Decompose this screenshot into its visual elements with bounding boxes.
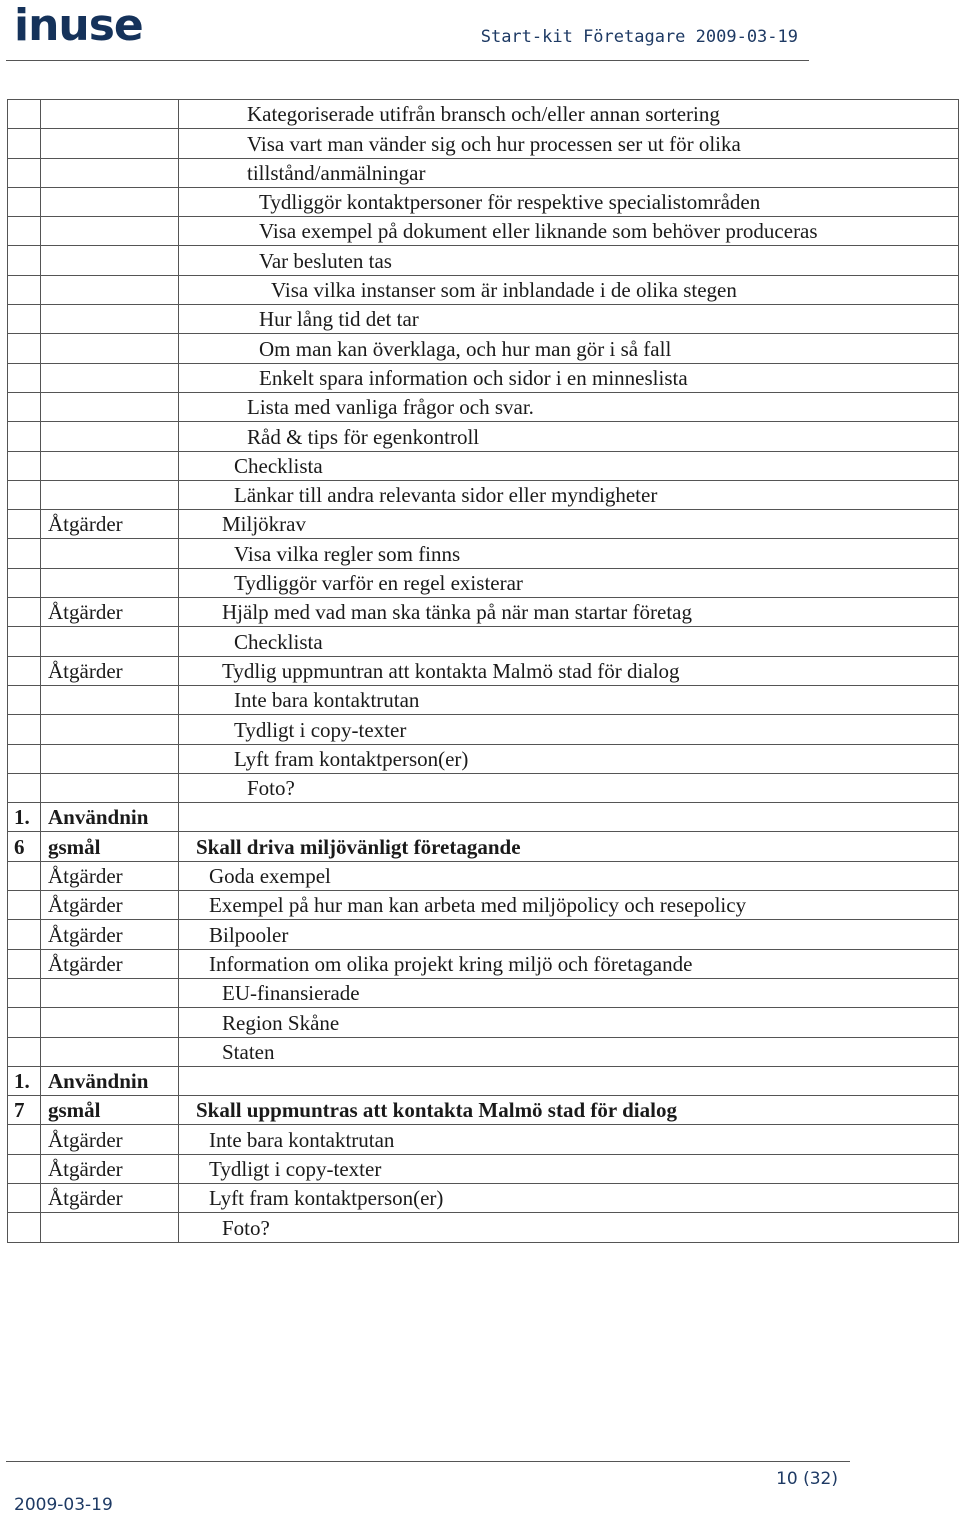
row-text: Tydlig uppmuntran att kontakta Malmö stad för dialog xyxy=(179,656,959,685)
table-row xyxy=(8,158,959,187)
table-row xyxy=(8,422,959,451)
footer-divider xyxy=(6,1461,850,1462)
table-row xyxy=(8,978,959,1007)
section-label: gsmål xyxy=(41,832,179,861)
row-label: Åtgärder xyxy=(41,598,179,627)
row-text: Lyft fram kontaktperson(er) xyxy=(179,744,959,773)
table-row xyxy=(8,305,959,334)
row-text: Visa exempel på dokument eller liknande som behöver produceras xyxy=(179,217,959,246)
row-text: Checklista xyxy=(179,627,959,656)
section-title: Skall uppmuntras att kontakta Malmö stad för dialog xyxy=(179,1096,959,1125)
footer-date: 2009-03-19 xyxy=(14,1495,113,1515)
table-row xyxy=(8,773,959,802)
table-row xyxy=(8,685,959,714)
row-text: Miljökrav xyxy=(179,510,959,539)
table-row xyxy=(8,1213,959,1242)
table-row xyxy=(8,744,959,773)
table-row xyxy=(8,187,959,216)
row-text: Visa vilka regler som finns xyxy=(179,539,959,568)
row-text: Hur lång tid det tar xyxy=(179,305,959,334)
table-row xyxy=(8,1037,959,1066)
page-number: 10 (32) xyxy=(776,1469,838,1489)
table-row xyxy=(8,129,959,158)
table-row xyxy=(8,598,959,627)
table-row xyxy=(8,217,959,246)
table-row xyxy=(8,363,959,392)
section-heading-row xyxy=(8,832,959,861)
row-text: Hjälp med vad man ska tänka på när man startar företag xyxy=(179,598,959,627)
section-number: 6 xyxy=(8,832,41,861)
table-row xyxy=(8,1183,959,1212)
row-label: Åtgärder xyxy=(41,891,179,920)
table-row xyxy=(8,861,959,890)
table-row xyxy=(8,451,959,480)
row-text: Tydligt i copy-texter xyxy=(179,1154,959,1183)
row-text: Kategoriserade utifrån bransch och/eller annan sortering xyxy=(179,100,959,129)
table-row xyxy=(8,275,959,304)
row-text: Tydliggör kontaktpersoner för respektive specialistområden xyxy=(179,187,959,216)
document-title: Start-kit Företagare 2009-03-19 xyxy=(480,27,798,47)
row-text: Region Skåne xyxy=(179,1008,959,1037)
row-label: Åtgärder xyxy=(41,949,179,978)
row-label: Åtgärder xyxy=(41,510,179,539)
table-row xyxy=(8,568,959,597)
row-label: Åtgärder xyxy=(41,1154,179,1183)
section-heading-row xyxy=(8,803,959,832)
row-text: Staten xyxy=(179,1037,959,1066)
row-text: Foto? xyxy=(179,1213,959,1242)
row-text: Lyft fram kontaktperson(er) xyxy=(179,1183,959,1212)
table-row xyxy=(8,539,959,568)
table-row xyxy=(8,246,959,275)
row-label: Åtgärder xyxy=(41,1125,179,1154)
section-label: gsmål xyxy=(41,1096,179,1125)
table-row xyxy=(8,392,959,421)
table-row xyxy=(8,656,959,685)
header-divider xyxy=(6,60,809,61)
section-label: Användnin xyxy=(41,1066,179,1095)
row-text: Checklista xyxy=(179,451,959,480)
table-row xyxy=(8,627,959,656)
row-label: Åtgärder xyxy=(41,920,179,949)
table-row xyxy=(8,891,959,920)
row-label: Åtgärder xyxy=(41,1183,179,1212)
row-text: Råd & tips för egenkontroll xyxy=(179,422,959,451)
section-number: 7 xyxy=(8,1096,41,1125)
table-row xyxy=(8,949,959,978)
row-text: Foto? xyxy=(179,773,959,802)
row-text: Lista med vanliga frågor och svar. xyxy=(179,392,959,421)
row-text: Exempel på hur man kan arbeta med miljöpolicy och resepolicy xyxy=(179,891,959,920)
row-text: Enkelt spara information och sidor i en minneslista xyxy=(179,363,959,392)
row-text: Information om olika projekt kring miljö och företagande xyxy=(179,949,959,978)
row-text: tillstånd/anmälningar xyxy=(179,158,959,187)
row-text: Bilpooler xyxy=(179,920,959,949)
table-row xyxy=(8,715,959,744)
table-row xyxy=(8,334,959,363)
table-row xyxy=(8,480,959,509)
requirements-table xyxy=(7,99,959,1243)
row-text: Om man kan överklaga, och hur man gör i så fall xyxy=(179,334,959,363)
row-text: Tydliggör varför en regel existerar xyxy=(179,568,959,597)
section-number: 1. xyxy=(8,803,41,832)
table-row xyxy=(8,920,959,949)
row-text: Visa vart man vänder sig och hur processen ser ut för olika xyxy=(179,129,959,158)
section-heading-row xyxy=(8,1066,959,1095)
row-text: Var besluten tas xyxy=(179,246,959,275)
row-text: Inte bara kontaktrutan xyxy=(179,1125,959,1154)
table-row xyxy=(8,1154,959,1183)
row-text: Visa vilka instanser som är inblandade i de olika stegen xyxy=(179,275,959,304)
row-text: Tydligt i copy-texter xyxy=(179,715,959,744)
row-text: EU-finansierade xyxy=(179,978,959,1007)
table-row xyxy=(8,510,959,539)
inuse-logo: inuse xyxy=(14,0,143,51)
row-label: Åtgärder xyxy=(41,861,179,890)
table-row xyxy=(8,1125,959,1154)
row-text: Goda exempel xyxy=(179,861,959,890)
table-row xyxy=(8,100,959,129)
row-label: Åtgärder xyxy=(41,656,179,685)
table-row xyxy=(8,1008,959,1037)
row-text: Inte bara kontaktrutan xyxy=(179,685,959,714)
section-label: Användnin xyxy=(41,803,179,832)
section-title: Skall driva miljövänligt företagande xyxy=(179,832,959,861)
section-heading-row xyxy=(8,1096,959,1125)
section-number: 1. xyxy=(8,1066,41,1095)
row-text: Länkar till andra relevanta sidor eller myndigheter xyxy=(179,480,959,509)
